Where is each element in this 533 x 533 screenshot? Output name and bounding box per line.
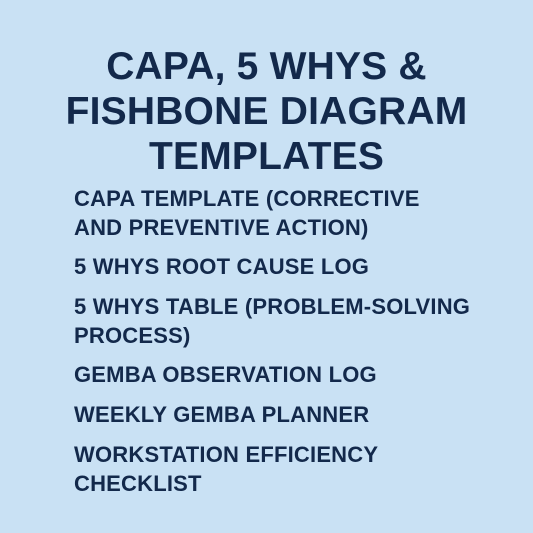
title-line-1: CAPA, 5 WHYS & — [106, 45, 427, 89]
page-title — [0, 44, 533, 179]
list-item-line: 5 WHYS ROOT CAUSE LOG — [74, 254, 370, 279]
list-item-line: CHECKLIST — [74, 471, 202, 496]
list-item-line: AND PREVENTIVE ACTION) — [74, 215, 369, 240]
list-item-line: WEEKLY GEMBA PLANNER — [74, 402, 370, 427]
title-line-2: FISHBONE DIAGRAM — [65, 90, 468, 134]
list-item-gemba-observation-log — [74, 360, 514, 390]
list-item-5-whys-table — [74, 292, 514, 350]
list-item-line: GEMBA OBSERVATION LOG — [74, 362, 377, 387]
list-item-line: CAPA TEMPLATE (CORRECTIVE — [74, 186, 420, 211]
list-item-line: WORKSTATION EFFICIENCY — [74, 442, 379, 467]
list-item-5-whys-root-cause-log — [74, 252, 514, 282]
list-item-weekly-gemba-planner — [74, 400, 514, 430]
template-list — [74, 184, 514, 508]
list-item-capa-template — [74, 184, 514, 242]
list-item-workstation-efficiency-checklist — [74, 440, 514, 498]
list-item-line: PROCESS) — [74, 323, 191, 348]
list-item-line: 5 WHYS TABLE (PROBLEM-SOLVING — [74, 294, 471, 319]
title-line-3: TEMPLATES — [148, 135, 385, 179]
